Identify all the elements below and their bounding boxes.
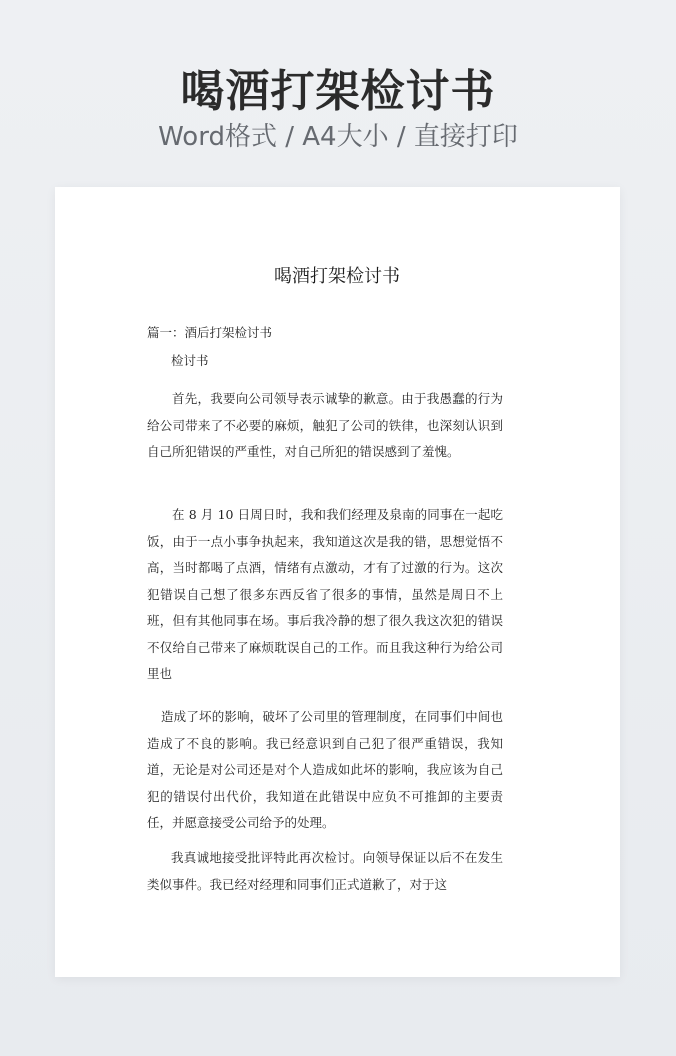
paragraph-2: 在 8 月 10 日周日时，我和我们经理及泉南的同事在一起吃饭，由于一点小事争执起来，我知道这次是我的错，思想觉悟不高，当时都喝了点酒，情绪有点激动，才有了过激的行为。这次犯错误自己想了很多东西反省了很多的事情，虽然是周日不上班，但有其他同事在场。事后我冷静的想了很久我这次犯的错误不仅给自己带来了麻烦耽误自己的工作。而且我这种行为给公司里也 [147, 507, 503, 681]
paragraph-1: 首先，我要向公司领导表示诚挚的歉意。由于我愚蠢的行为给公司带来了不必要的麻烦，触犯了公司的铁律，也深刻认识到自己所犯错误的严重性，对自己所犯的错误感到了羞愧。 [147, 391, 503, 459]
banner-title: 喝酒打架检讨书 [180, 66, 496, 117]
sub-heading: 检讨书 [171, 353, 209, 368]
section-heading: 篇一：酒后打架检讨书 [147, 325, 273, 340]
paragraph-3: 造成了坏的影响，破坏了公司里的管理制度，在同事们中间也造成了不良的影响。我已经意识到自己犯了很严重错误，我知道，无论是对公司还是对个人造成如此坏的影响，我应该为自己犯的错误付出代价，我知道在此错误中应负不可推卸的主要责任，并愿意接受公司给予的处理。 [147, 709, 503, 830]
document-title: 喝酒打架检讨书 [274, 266, 400, 287]
paragraph-4: 我真诚地接受批评特此再次检讨。向领导保证以后不在发生类似事件。我已经对经理和同事们正式道歉了，对于这 [147, 850, 503, 892]
banner-subtitle: Word格式 / A4大小 / 直接打印 [158, 122, 518, 152]
document-page [55, 187, 620, 977]
